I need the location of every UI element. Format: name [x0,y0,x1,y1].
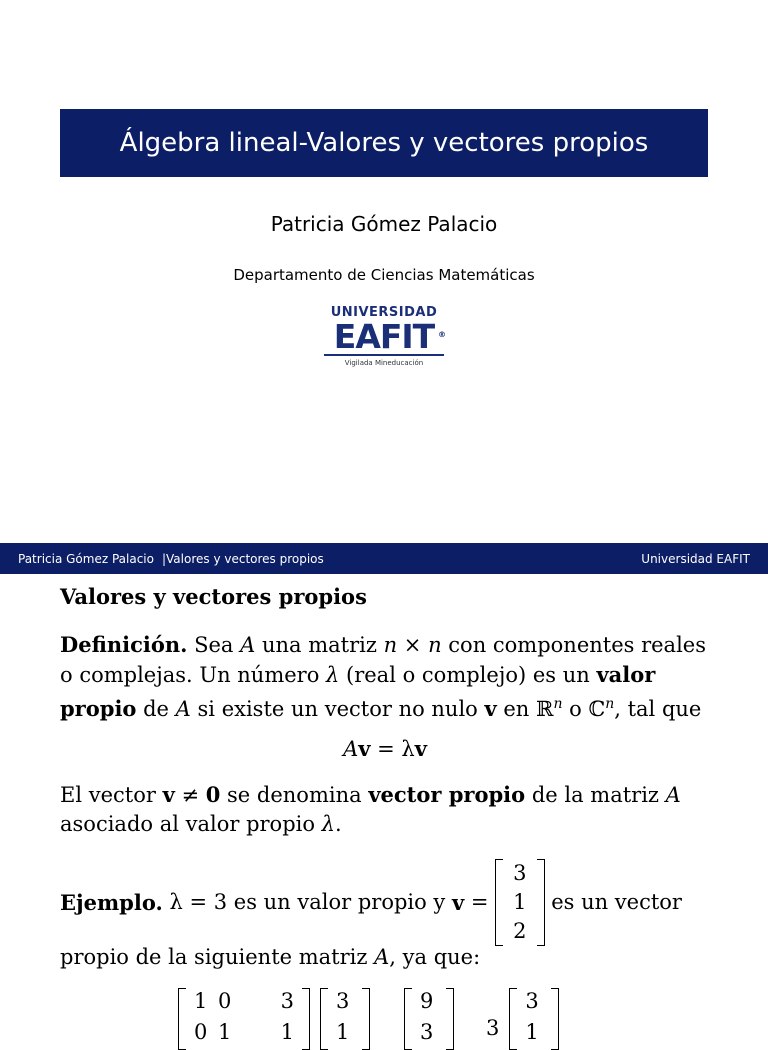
vector-entry: 3 [336,989,350,1013]
example-vector [495,859,544,946]
definition-paragraph [60,630,710,724]
presentation-title: Álgebra lineal-Valores y vectores propios [119,128,649,158]
footer-institution: Universidad EAFIT [641,551,750,566]
vector-entry: 1 [513,890,527,914]
text: es un vector [544,890,682,914]
example-label: Ejemplo. [60,890,163,915]
math-lambda-eq-3: λ = 3 [162,890,228,914]
text: es un valor propio y [227,890,452,914]
math-neq: ≠ [174,783,206,807]
math-A: A [374,945,390,969]
vector-entries [503,859,536,946]
right-bracket [537,859,545,946]
right-bracket [551,988,559,1050]
math-times: × [397,633,429,657]
math-eq-lambda: = λ [370,737,415,761]
math-A: A [665,783,681,807]
math-A: A [343,737,359,761]
math-v: v [162,782,175,807]
vector-entry: 3 [525,989,539,1013]
result-vector-cells [412,988,446,1050]
example-continuation [60,943,710,972]
vector-v-scaled-cells [517,988,551,1050]
math-v: v [484,696,497,721]
vector-entry: 3 [513,861,527,885]
math-v: v [358,736,371,761]
left-bracket [404,988,412,1050]
math-A: A [175,697,191,721]
left-bracket [495,859,503,946]
footer-separator: | [161,551,167,566]
matrix-cell: 1 [280,1020,294,1044]
text: de [136,697,176,721]
text: en [496,697,537,721]
text: , ya que: [389,945,481,969]
math-v: v [414,736,427,761]
vector-v-cells [328,988,362,1050]
equation-Av-lambda-v [60,734,710,764]
matrix-cell: 0 [218,989,232,1013]
text: una matriz [255,633,384,657]
matrix-cell: 0 [194,1020,208,1044]
text: (real o complejo) es un [339,663,597,687]
math-A: A [240,633,256,657]
matrix-product-partial [178,988,658,1044]
logo-line-eafit [320,317,448,356]
math-Cn: ℂ [588,697,606,721]
scalar-3: 3 [486,1016,500,1040]
left-bracket [509,988,517,1050]
matrix-product-row [178,988,658,1050]
vector-v [320,988,370,1050]
term-valor-propio: valor propio [60,662,656,721]
left-bracket [178,988,186,1050]
math-zero: 0 [205,782,221,807]
department-name: Departamento de Ciencias Matemáticas [233,266,535,284]
math-eq: = [464,890,496,914]
math-v: v [451,890,465,915]
vector-entry: 3 [420,1020,434,1044]
logo-eafit-text: EAFIT [333,317,435,356]
math-lambda: λ [326,663,340,687]
author-name: Patricia Gómez Palacio [270,212,498,236]
footer-author: Patricia Gómez Palacio [18,551,154,566]
math-Rn: ℝ [536,697,554,721]
logo-tagline: Vigilada Mineducación [344,359,424,367]
eigenvector-paragraph [60,780,710,839]
right-bracket [446,988,454,1050]
right-bracket [362,988,370,1050]
footer-topic: Valores y vectores propios [166,551,324,566]
text: , tal que [614,697,702,721]
frame-title: Valores y vectores propios [60,584,367,609]
left-bracket [320,988,328,1050]
vector-entry: 2 [513,919,527,943]
matrix-cell: 1 [218,1020,232,1044]
logo-line-universidad: UNIVERSIDAD [330,305,438,320]
math-lambda: λ [321,812,335,836]
right-bracket [302,988,310,1050]
text: propio de la siguiente matriz [60,945,375,969]
matrix-A-cells [186,988,302,1050]
footer-bar [0,543,768,574]
text: se denomina [220,783,369,807]
text: Sea [187,633,241,657]
title-bar [60,109,708,177]
text: si existe un vector no nulo [190,697,485,721]
text: asociado al valor propio [60,812,322,836]
example-paragraph [60,859,710,946]
matrix-A [178,988,310,1050]
registered-mark: ® [438,330,446,339]
vector-entry: 1 [336,1020,350,1044]
math-n: n [383,633,398,657]
term-vector-propio: vector propio [368,782,526,807]
definition-label: Definición. [60,632,188,657]
math-n: n [428,633,442,657]
result-vector [404,988,454,1050]
text: . [334,812,342,836]
text: El vector [60,783,163,807]
matrix-cell: 3 [280,989,294,1013]
text: con componentes reales o complejas. Un número [60,633,706,687]
math-sup-n: n [605,696,615,712]
vector-entry: 1 [525,1020,539,1044]
text: o [562,697,589,721]
text: de la matriz [525,783,666,807]
math-sup-n: n [553,696,563,712]
eafit-logo [320,305,448,373]
matrix-cell: 1 [194,989,208,1013]
vector-entry: 9 [420,989,434,1013]
vector-v-scaled [509,988,559,1050]
footer-left [18,552,324,566]
